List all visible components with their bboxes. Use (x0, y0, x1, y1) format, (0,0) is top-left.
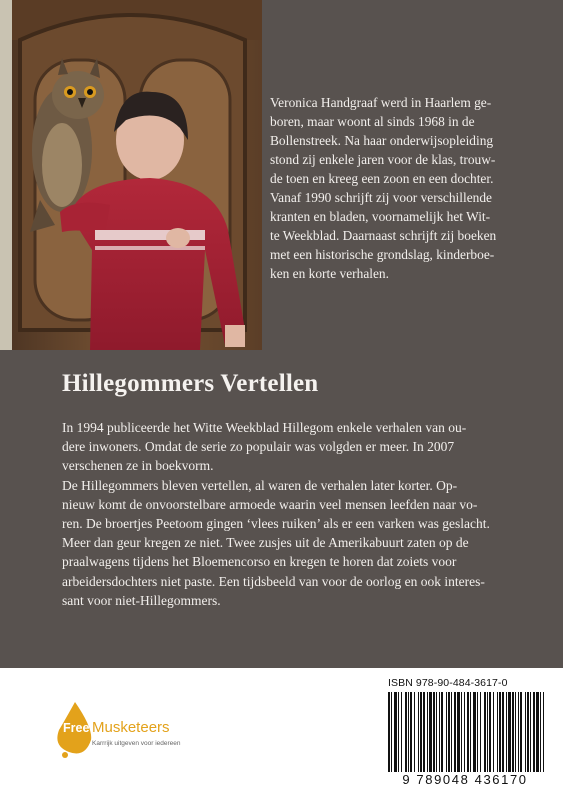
author-bio-line: met een historische grondslag, kinderboe- (270, 247, 495, 262)
publisher-logo-free: Free (63, 721, 90, 735)
publisher-tagline: Karrrijk uitgeven voor iedereen (92, 740, 181, 747)
blurb-line: arbeidersdochters niet paste. Een tijdsbeeld van voor de oorlog en ook interes- (62, 573, 485, 589)
author-bio-line: stond zij enkele jaren voor de klas, trouw- (270, 152, 496, 167)
blurb-line: verschenen ze in boekvorm. (62, 458, 214, 474)
author-bio-line: kranten en bladen, voornamelijk het Wit- (270, 209, 491, 224)
blurb-line: Meer dan geur kregen ze niet. Twee zusjes uit de Amerikabuurt zaten op de (62, 535, 469, 551)
author-bio-line: Veronica Handgraaf werd in Haarlem ge- (270, 95, 492, 110)
blurb-line: ren. De broertjes Peetoom gingen ‘vlees ruiken’ als er een varken was geslacht. (62, 516, 490, 532)
blurb-line: In 1994 publiceerde het Witte Weekblad Hillegom enkele verhalen van ou- (62, 420, 467, 435)
barcode-graphic (388, 692, 544, 772)
author-with-owl-image (0, 0, 262, 350)
author-bio-line: boren, maar woont al sinds 1968 in de (270, 114, 475, 129)
publisher-logo (55, 700, 205, 760)
isbn-label: ISBN 978-90-484-3617-0 (388, 677, 508, 689)
author-bio-line: Vanaf 1990 schrijft zij voor verschillende (270, 190, 492, 205)
author-bio-line: te Weekblad. Daarnaast schrijft zij boeken (270, 228, 497, 243)
barcode-digits: 9 789048 436170 (402, 772, 528, 787)
blurb-line: nieuw komt de onvoorstelbare armoede waarin veel mensen leefden naar vo- (62, 496, 478, 512)
author-bio-line: ken en korte verhalen. (270, 266, 389, 281)
book-blurb (62, 418, 542, 610)
isbn-barcode-block (382, 676, 548, 792)
blurb-line: De Hillegommers bleven vertellen, al waren de verhalen later korter. Op- (62, 477, 458, 493)
blurb-line: dere inwoners. Omdat de serie zo populair was volgden er meer. In 2007 (62, 439, 455, 455)
blurb-line: sant voor niet-Hillegommers. (62, 592, 221, 608)
author-photo (0, 0, 262, 350)
author-bio (270, 93, 548, 283)
blurb-line: praalwagens tijdens het Bloemencorso en kregen te horen dat zoiets voor (62, 554, 457, 570)
publisher-logo-name: Musketeers (92, 719, 170, 736)
book-title: Hillegommers Vertellen (62, 370, 319, 397)
author-bio-line: de toen en kreeg een zoon en een dochter. (270, 171, 494, 186)
author-bio-line: Bollenstreek. Na haar onderwijsopleiding (270, 133, 494, 148)
